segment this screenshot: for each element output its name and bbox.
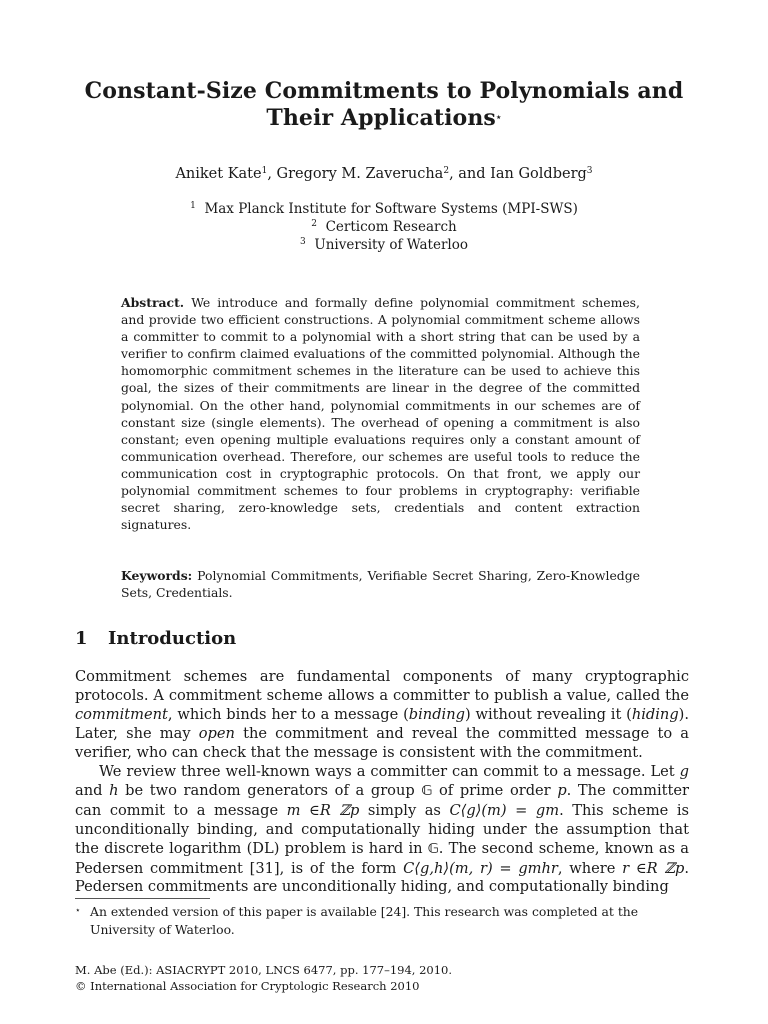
text-run: ) without revealing it (: [464, 705, 632, 723]
text-run: . The second scheme, known as a Pedersen commitment [31], is of the form: [75, 839, 689, 877]
section-number: 1: [75, 628, 88, 649]
footnote-rule: [75, 898, 210, 899]
author-separator: ,: [267, 166, 277, 182]
keywords-label: Keywords:: [121, 568, 193, 583]
text-run: simply as: [359, 801, 450, 819]
footnote: [75, 903, 689, 938]
affiliation-mark: 2: [311, 219, 317, 229]
affiliation-item: [40, 200, 728, 218]
paragraph: [75, 668, 689, 763]
abstract-label: Abstract.: [121, 295, 185, 310]
text-run: the commitment and reveal the committed message to a verifier, who can check that the message is consistent with the commitment.: [75, 724, 689, 761]
text-run: . Pedersen commitments are unconditionally hiding, and computationally binding: [75, 859, 689, 896]
author-name: Ian Goldberg: [490, 166, 587, 182]
abstract-text: We introduce and formally define polynomial commitment schemes, and provide two efficient constructions. A polynomial commitment scheme allows a committer to commit to a polynomial with a short string that can be used by a verifier to confirm claimed evaluations of the committed polynomial. Although the homomorphic commitment schemes in the literature can be used to achieve this goal, the sizes of their commitments are linear in the degree of the committed polynomial. On the other hand, polynomial commitments in our schemes are of constant size (single elements). The overhead of opening a commitment is also constant; even opening multiple evaluations requires only a constant amount of communication overhead. Therefore, our schemes are useful tools to reduce the communication cost in cryptographic protocols. On that front, we apply our polynomial commitment schemes to four problems in cryptography: verifiable secret sharing, zero-knowledge sets, credentials and content extraction signatures.: [121, 295, 640, 533]
text-run: Commitment schemes are fundamental components of many cryptographic protocols. A commitment scheme allows a committer to publish a value, called the: [75, 668, 689, 704]
copyright-line: © International Association for Cryptologic Research 2010: [75, 978, 420, 993]
text-run: be two random generators of a group: [118, 781, 422, 799]
math-symbol: 𝔾: [421, 783, 433, 799]
text-run: We review three well-known ways a committer can commit to a message. Let: [99, 762, 680, 780]
section-title: Introduction: [108, 628, 237, 649]
author-affil-mark: 3: [586, 166, 593, 176]
math-symbol: h: [109, 781, 119, 799]
footnote-mark: ⋆: [75, 906, 81, 916]
affiliation-mark: 3: [300, 237, 306, 247]
math-expression: r ∈R ℤp: [622, 859, 685, 877]
text-run: , which binds her to a message (: [167, 705, 409, 723]
author-name: Gregory M. Zaverucha: [276, 166, 444, 182]
math-expression: m ∈R ℤp: [286, 801, 360, 819]
publication-line: M. Abe (Ed.): ASIACRYPT 2010, LNCS 6477, pp. 177–194, 2010.: [75, 963, 453, 977]
text-run: . The committer can commit to a message: [75, 781, 689, 819]
title-line-1: Constant-Size Commitments to Polynomials and: [84, 78, 684, 104]
text-run: ). Later, she may: [75, 705, 690, 742]
math-expression: C⟨g⟩(m) = gm: [449, 801, 560, 819]
text-run: and: [75, 781, 110, 799]
affiliation-mark: 1: [190, 201, 196, 211]
section-heading: [75, 628, 236, 649]
author-separator: , and: [449, 166, 491, 182]
math-expression: C⟨g,h⟩(m, r) = gmhr: [403, 859, 558, 877]
author-name: Aniket Kate: [175, 166, 262, 182]
math-symbol: p: [557, 781, 567, 799]
keywords-text: Polynomial Commitments, Verifiable Secret Sharing, Zero-Knowledge Sets, Credentials.: [121, 568, 640, 601]
author-list: [40, 165, 728, 183]
affiliation-name: University of Waterloo: [314, 237, 468, 253]
affiliation-item: [40, 218, 728, 236]
footnote-text: An extended version of this paper is available [24]. This research was completed at the University of Waterloo.: [90, 904, 639, 937]
math-symbol: g: [679, 762, 689, 780]
keywords: [121, 567, 640, 601]
emphasis: hiding: [631, 705, 679, 723]
paper-title: [40, 78, 728, 132]
title-line-2: Their Applications: [266, 105, 496, 131]
author-affil-mark: 1: [261, 166, 268, 176]
title-footnote-mark: ⋆: [495, 113, 502, 123]
math-symbol: 𝔾: [427, 841, 439, 857]
emphasis: binding: [408, 705, 465, 723]
affiliation-item: [40, 236, 728, 254]
body-text: [75, 668, 689, 897]
text-run: , where: [557, 859, 623, 877]
paragraph: [75, 763, 689, 898]
affiliation-list: [40, 200, 728, 254]
affiliation-name: Certicom Research: [325, 219, 457, 235]
publication-info: [75, 963, 689, 994]
emphasis: commitment: [75, 705, 168, 723]
author-affil-mark: 2: [443, 166, 450, 176]
abstract: [121, 294, 640, 533]
text-run: . This scheme is unconditionally binding, and computationally hiding under the assumption that the discrete logarithm (DL) problem is hard in: [75, 801, 689, 857]
emphasis: open: [198, 724, 235, 742]
text-run: of prime order: [432, 781, 558, 799]
affiliation-name: Max Planck Institute for Software Systems (MPI-SWS): [204, 201, 578, 217]
